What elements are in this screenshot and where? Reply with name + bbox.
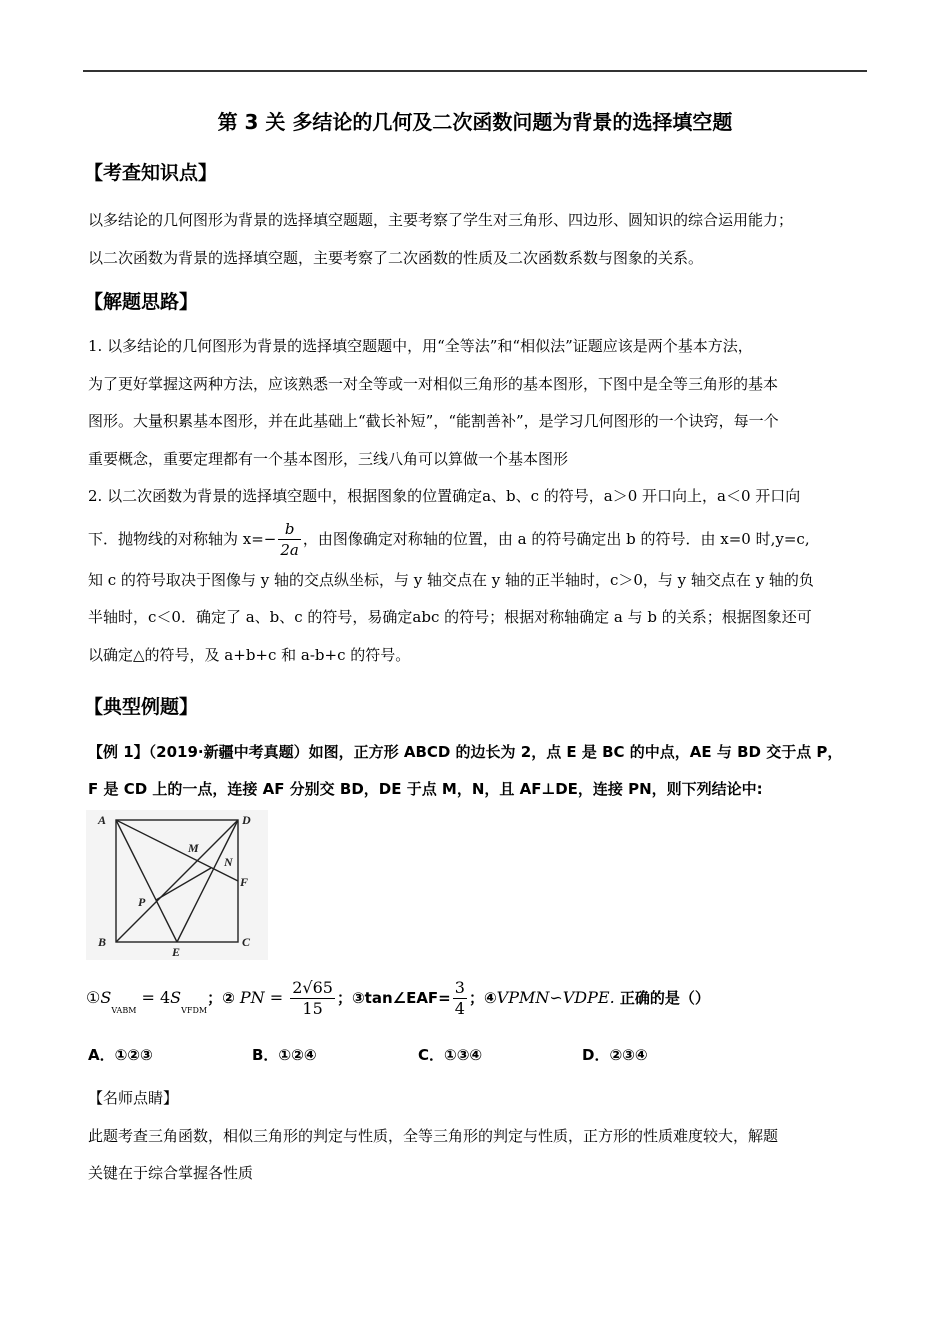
axis-formula-denominator: 2a <box>280 541 299 559</box>
approach-p2-line-2-post: ，由图像确定对称轴的位置，由 a 的符号确定出 b 的符号．由 x=0 时,y=c, <box>302 529 810 548</box>
comment-line-1: 此题考查三角函数，相似三角形的判定与性质，全等三角形的判定与性质，正方形的性质难度较大，解题 <box>88 1126 779 1145</box>
comment-heading: 【名师点睛】 <box>88 1089 179 1107</box>
statement-1-sub-fdm: VFDM <box>181 1006 208 1015</box>
heading-examples: 【典型例题】 <box>84 696 199 718</box>
approach-paragraph-1 <box>88 328 868 478</box>
option-d[interactable]: D．②③④ <box>582 1046 648 1064</box>
example-1-line-2: F 是 CD 上的一点，连接 AF 分别交 BD，DE 于点 M，N，且 AF⊥DE，连接 PN，则下列结论中: <box>88 780 763 798</box>
comment-line-2: 关键在于综合掌握各性质 <box>88 1164 254 1182</box>
approach-p2-line-2-pre: 下．抛物线的对称轴为 x=− <box>88 529 277 548</box>
statement-2-eq: = <box>264 988 289 1007</box>
knowledge-paragraph <box>88 202 868 277</box>
statement-1-sub-abm: VABM <box>111 1006 137 1015</box>
label-b: B <box>98 935 107 949</box>
statement-2-sep: ；② <box>207 989 235 1007</box>
segment-bd <box>116 820 238 942</box>
geometry-figure <box>86 810 268 960</box>
statement-3-fraction <box>453 978 467 1019</box>
square-diagram <box>86 810 268 960</box>
approach-p2-line-2 <box>88 516 868 562</box>
page-title: 第 3 关 多结论的几何及二次函数问题为背景的选择填空题 <box>217 110 733 134</box>
statement-1-s2: S <box>170 988 182 1007</box>
segment-de <box>177 820 238 942</box>
heading-knowledge: 【考查知识点】 <box>84 162 218 184</box>
statement-2-fraction <box>290 978 335 1019</box>
segment-pn <box>156 868 211 900</box>
statement-2-numerator: 2√65 <box>292 978 333 997</box>
label-c: C <box>242 935 251 949</box>
approach-p2-line-3: 知 c 的符号取决于图像与 y 轴的交点纵坐标，与 y 轴交点在 y 轴的正半轴时，c＞0，与 y 轴交点在 y 轴的负 <box>88 570 814 589</box>
option-c[interactable]: C．①③④ <box>418 1046 483 1064</box>
example-1-statements <box>86 978 710 1019</box>
example-1-line-1: 【例 1】（2019·新疆中考真题）如图，正方形 ABCD 的边长为 2，点 E 是 BC 的中点，AE 与 BD 交于点 P， <box>88 743 843 761</box>
statement-2-denominator: 15 <box>302 999 323 1018</box>
label-p: P <box>138 895 146 909</box>
approach-p2-line-1: 2. 以二次函数为背景的选择填空题中，根据图象的位置确定a、b、c 的符号，a＞0 开口向上，a＜0 开口向 <box>88 487 801 505</box>
axis-formula <box>278 519 301 560</box>
label-m: M <box>188 841 199 855</box>
statement-1-eq: = 4 <box>136 988 171 1007</box>
statement-1-s: S <box>100 988 112 1007</box>
approach-p1-line-2: 为了更好掌握这两种方法，应该熟悉一对全等或一对相似三角形的基本图形，下图中是全等三角形的基本 <box>88 374 779 393</box>
label-a: A <box>98 813 107 827</box>
label-f: F <box>240 875 249 889</box>
statement-1-marker: ① <box>86 988 101 1007</box>
statement-3-numerator: 3 <box>454 978 465 997</box>
statement-4-sep: ；④ <box>468 989 497 1007</box>
approach-p1-line-4: 重要概念，重要定理都有一个基本图形，三线八角可以算做一个基本图形 <box>88 449 569 468</box>
approach-p1-line-3: 图形。大量积累基本图形，并在此基础上“截长补短”，“能割善补”，是学习几何图形的一个诀窍，每一个 <box>88 412 779 430</box>
comment-block <box>88 1080 868 1193</box>
approach-p1-line-1: 1. 以多结论的几何图形为背景的选择填空题题中，用“全等法”和“相似法”证题应该是两个基本方法， <box>88 337 753 355</box>
example-1-text <box>88 734 868 808</box>
axis-formula-numerator: b <box>278 519 301 540</box>
segment-af <box>116 820 238 881</box>
header-rule <box>83 70 867 72</box>
label-n: N <box>224 855 233 869</box>
approach-p2-line-4: 半轴时，c＜0．确定了 a、b、c 的符号，易确定abc 的符号；根据对称轴确定 a 与 b 的关系；根据图象还可 <box>88 608 812 626</box>
approach-paragraph-2 <box>88 478 868 674</box>
option-b[interactable]: B．①②④ <box>252 1046 317 1064</box>
statement-tail: 正确的是（） <box>614 989 710 1007</box>
label-d: D <box>242 813 251 827</box>
option-a[interactable]: A．①②③ <box>88 1046 153 1064</box>
knowledge-line-1: 以多结论的几何图形为背景的选择填空题题，主要考察了学生对三角形、四边形、圆知识的综合运用能力； <box>88 211 794 229</box>
heading-approach: 【解题思路】 <box>84 291 199 313</box>
knowledge-line-2: 以二次函数为背景的选择填空题，主要考察了二次函数的性质及二次函数系数与图象的关系。 <box>88 248 704 267</box>
statement-3-sep: ；③tan∠EAF= <box>336 989 451 1007</box>
statement-4: VPMN∽VDPE. <box>496 988 615 1007</box>
segment-ae <box>116 820 177 942</box>
statement-3-denominator: 4 <box>454 999 465 1018</box>
statement-2-lhs: PN <box>239 988 265 1007</box>
approach-p2-line-5: 以确定△的符号，及 a+b+c 和 a-b+c 的符号。 <box>88 645 411 664</box>
label-e: E <box>172 945 181 959</box>
